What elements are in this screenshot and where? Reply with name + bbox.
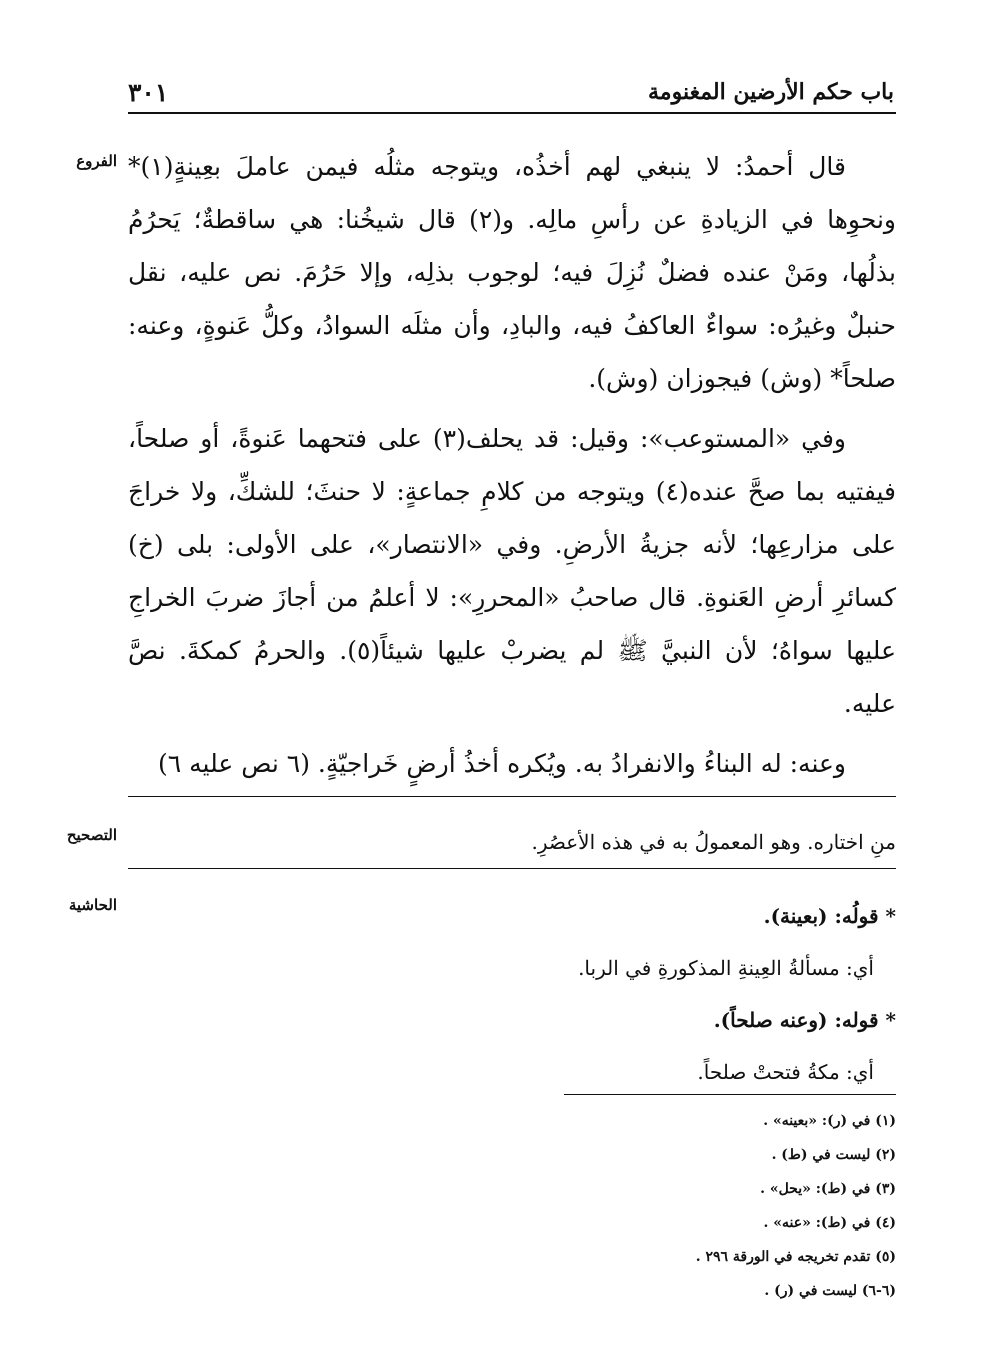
page-header <box>128 72 894 112</box>
footnote: (١) في (ر): «بعينه» . <box>763 1113 896 1129</box>
hashiya-section <box>128 890 896 1098</box>
paragraph-2: وفي «المستوعب»: وقيل: قد يحلف(٣) على فتحهما عَنوةً، أو صلحاً، فيفتيه بما صحَّ عنده(٤) ويتوجه من كلامِ جماعةٍ: لا حنثَ؛ للشكِّ، ولا خراجَ على مزارعِها؛ لأنه جزيةُ الأرضِ. وفي «الانتصار»، على الأولى: بلى (خ) كسائرِ أرضِ العَنوةِ. قال صاحبُ «المحررِ»: لا أعلمُ من أجازَ ضربَ الخراجِ عليها سواهُ؛ لأن النبيَّ ﷺ لم يضربْ عليها شيئاً(٥). والحرمُ كمكةَ. نصَّ عليه. <box>128 424 896 718</box>
hashiya-quote: * قوله: (وعنه صلحاً). <box>713 1008 896 1032</box>
footnote: (٢) ليست في (ط) . <box>771 1147 896 1163</box>
label-hashiya: الحاشية <box>68 896 117 914</box>
label-tashih: التصحيح <box>66 826 117 844</box>
footnote: (٣) في (ط): «يحل» . <box>760 1181 896 1197</box>
header-rule <box>128 112 896 114</box>
tashih-text: منِ اختاره. وهو المعمولُ به في هذه الأعصُرِ. <box>531 830 896 854</box>
section-rule-bottom <box>128 868 896 869</box>
hashiya-explanation: أي: مسألةُ العِينةِ المذكورةِ في الربا. <box>578 956 874 980</box>
label-furu: الفروع <box>76 152 117 170</box>
paragraph-1: قال أحمدُ: لا ينبغي لهم أخذُه، ويتوجه مثلُه فيمن عاملَ بعِينةٍ(١)* ونحوِها في الزيادةِ عن رأسِ مالِه. و(٢) قال شيخُنا: هي ساقطةٌ؛ يَحرُمُ بذلُها، ومَنْ عنده فضلٌ نُزِلَ فيه؛ لوجوب بذلِه، وإلا حَرُمَ. نص عليه، نقل حنبلٌ وغيرُه: سواءٌ العاكفُ فيه، والبادِ، وأن مثلَه السوادُ، وكلُّ عَنوةٍ، وعنه: صلحاً* (وش) فيجوزان (وش). <box>128 152 896 393</box>
hashiya-quote: * قولُه: (بعينة). <box>763 904 896 928</box>
chapter-title: باب حكم الأرضين المغنومة <box>648 79 894 105</box>
footnote-rule <box>564 1094 896 1095</box>
footnotes <box>500 1104 896 1308</box>
footnote: (٤) في (ط): «عنه» . <box>763 1215 896 1231</box>
main-text <box>128 140 896 797</box>
section-rule-top <box>128 796 896 797</box>
footnote: (٦-٦) ليست في (ر) . <box>764 1283 896 1299</box>
footnote: (٥) تقدم تخريجه في الورقة ٢٩٦ . <box>695 1249 896 1265</box>
page-number: ٣٠١ <box>128 77 169 107</box>
hashiya-explanation: أي: مكةُ فتحتْ صلحاً. <box>697 1060 874 1084</box>
paragraph-3: وعنه: له البناءُ والانفرادُ به. ويُكره أخذُ أرضٍ خَراجيّةٍ. (٦ نص عليه ٦) <box>158 749 846 778</box>
